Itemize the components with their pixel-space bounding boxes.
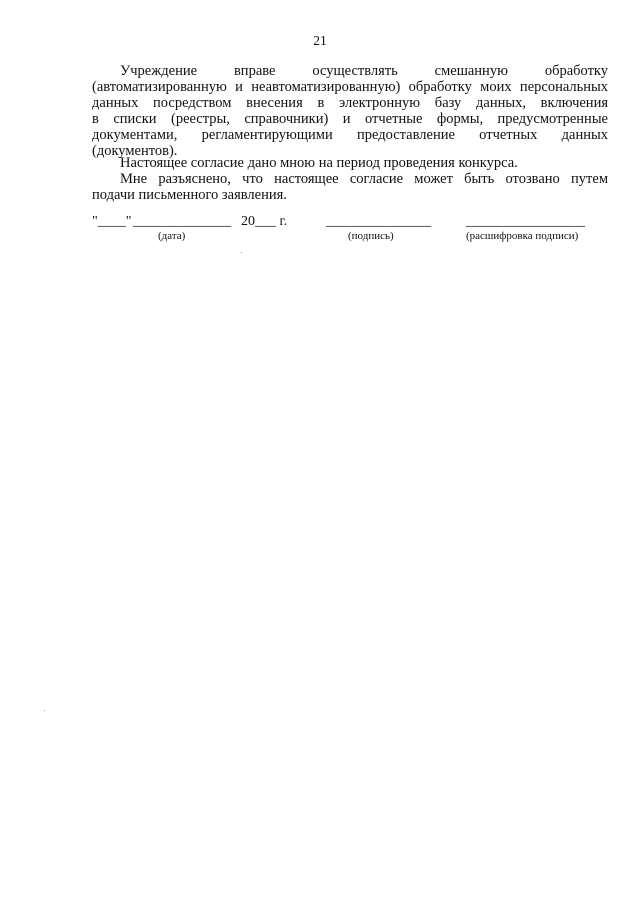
- paragraph-line: документами, регламентирующими предоставление отчетных данных: [92, 127, 608, 143]
- date-year-blank: 20___ г.: [241, 214, 288, 229]
- paragraph-line: Учреждение вправе осуществлять смешанную обработку: [120, 63, 608, 79]
- paragraph-consent-period: [92, 155, 608, 171]
- paragraph-revocation: [92, 171, 608, 203]
- page-number: 21: [313, 33, 327, 48]
- decoding-blank: _________________: [466, 214, 585, 229]
- scan-speck: [44, 710, 45, 711]
- paragraph-line: подачи письменного заявления.: [92, 187, 287, 203]
- paragraph-line: данных посредством внесения в электронную базу данных, включения: [92, 95, 608, 111]
- paragraph-line: в списки (реестры, справочники) и отчетные формы, предусмотренные: [92, 111, 608, 127]
- signature-caption: (подпись): [348, 230, 394, 242]
- signature-blank: _______________: [326, 214, 431, 229]
- paragraph-line: (документов).: [92, 143, 178, 159]
- decoding-caption: (расшифровка подписи): [466, 230, 579, 242]
- paragraph-line: Настоящее согласие дано мною на период проведения конкурса.: [120, 155, 518, 171]
- scan-speck: [241, 252, 242, 253]
- paragraph-line: Мне разъяснено, что настоящее согласие может быть отозвано путем: [120, 171, 608, 187]
- date-month-blank: ______________: [133, 214, 231, 229]
- date-caption: (дата): [158, 230, 186, 242]
- paragraph-line: (автоматизированную и неавтоматизированную) обработку моих персональных: [92, 79, 608, 95]
- paragraph-processing-consent: [92, 63, 608, 159]
- date-day-blank: "____": [92, 214, 132, 229]
